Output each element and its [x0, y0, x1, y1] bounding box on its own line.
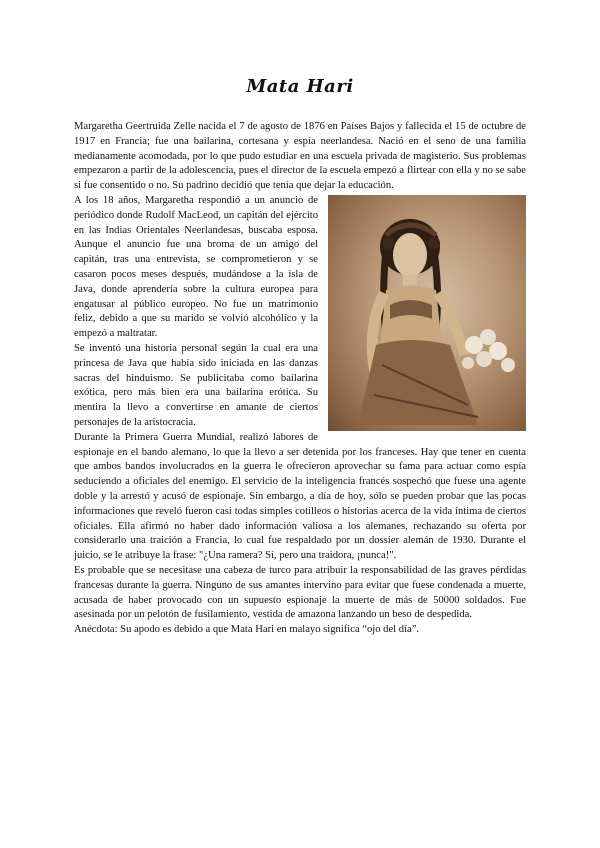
article-body: [74, 120, 526, 638]
paragraph-2: A los 18 años, Margaretha respondió a un anuncio de periódico donde Rudolf MacLeod, un capitán del ejército en las Indias Orientales Neerlandesas, buscaba esposa. Aunque el anuncio fue una broma de un amigo del capitán, tras una entrevista, se comprometieron y se casaron pocos meses después, mudándose a la isla de Java, donde aprendería sobre la cultura europea para engatusar al público europeo. No fue un matrimonio feliz, debido a que su marido se volvió alcohólico y la empezó a maltratar.: [74, 194, 318, 340]
portrait-illustration: [328, 195, 526, 431]
paragraph-6: Anécdota: Su apodo es debido a que Mata Hari en malayo significa “ojo del día”.: [74, 624, 420, 636]
portrait-photo: [328, 195, 526, 431]
paragraph-5: Es probable que se necesitase una cabeza de turco para atribuir la responsabilidad de las graves pérdidas francesas durante la guerra. Ninguno de sus amantes intervino para evitar que fuese condenada a muerte, acusada de haber provocado con un supuesto espionaje la muerte de más de 50000 soldados. Fue asesinada por un pelotón de fusilamiento, vestida de amazona lanzando un beso de despedida.: [74, 564, 526, 621]
paragraph-1: Margaretha Geertruida Zelle nacida el 7 de agosto de 1876 en Países Bajos y fallecida el 15 de octubre de 1917 en Francia; fue una bailarina, cortesana y espía neerlandesa. Nació en el seno de una familia medianamente acomodada, por lo que pudo estudiar en una escuela privada de magisterio. Sus problemas empezaron a partir de la adolescencia, pues el director de la escuela empezó a flirtear con ella y no se sabe si fue consentido o no. Su padrino decidió que tenía que dejar la educación.: [74, 121, 526, 192]
page-title: Mata Hari: [246, 76, 354, 97]
paragraph-3: Se inventó una historia personal según la cual era una princesa de Java que había sido iniciada en las danzas sacras del hinduismo. Se publicitaba como bailarina exótica, pero más bien era una bailarina erótica. Su mentira la llevo a convertirse en amante de ciertos personajes de la aristocracia.: [74, 342, 318, 428]
paragraph-4: Durante la Primera Guerra Mundial, realizó labores de espionaje en el bando alemano, lo que la llevo a ser detenida por los franceses. Hay que tener en cuenta que ambos bandos involucrados en la guerra le ofrecieron aprovechar su fama para actuar como espía seduciendo a oficiales del enemigo. El servicio de la inteligencia francés sospechó que fuese una agente doble y la arrestó y acusó de espionaje. Sin embargo, a día de hoy, sólo se pueden probar que las pocas informaciones que reveló fueron casi todas simples cotilleos o historias acerca de la vida íntima de ciertos oficiales. Ella afirmó no haber dado información valiosa a los alemanes, rechazando su oferta por considerarlo una traición a Francia, lo cual fue respaldado por un dossier alemán de 1930. Durante el juicio, se le atribuye la frase: "¿Una ramera? Sí, pero una traidora, ¡nunca!".: [74, 431, 526, 562]
